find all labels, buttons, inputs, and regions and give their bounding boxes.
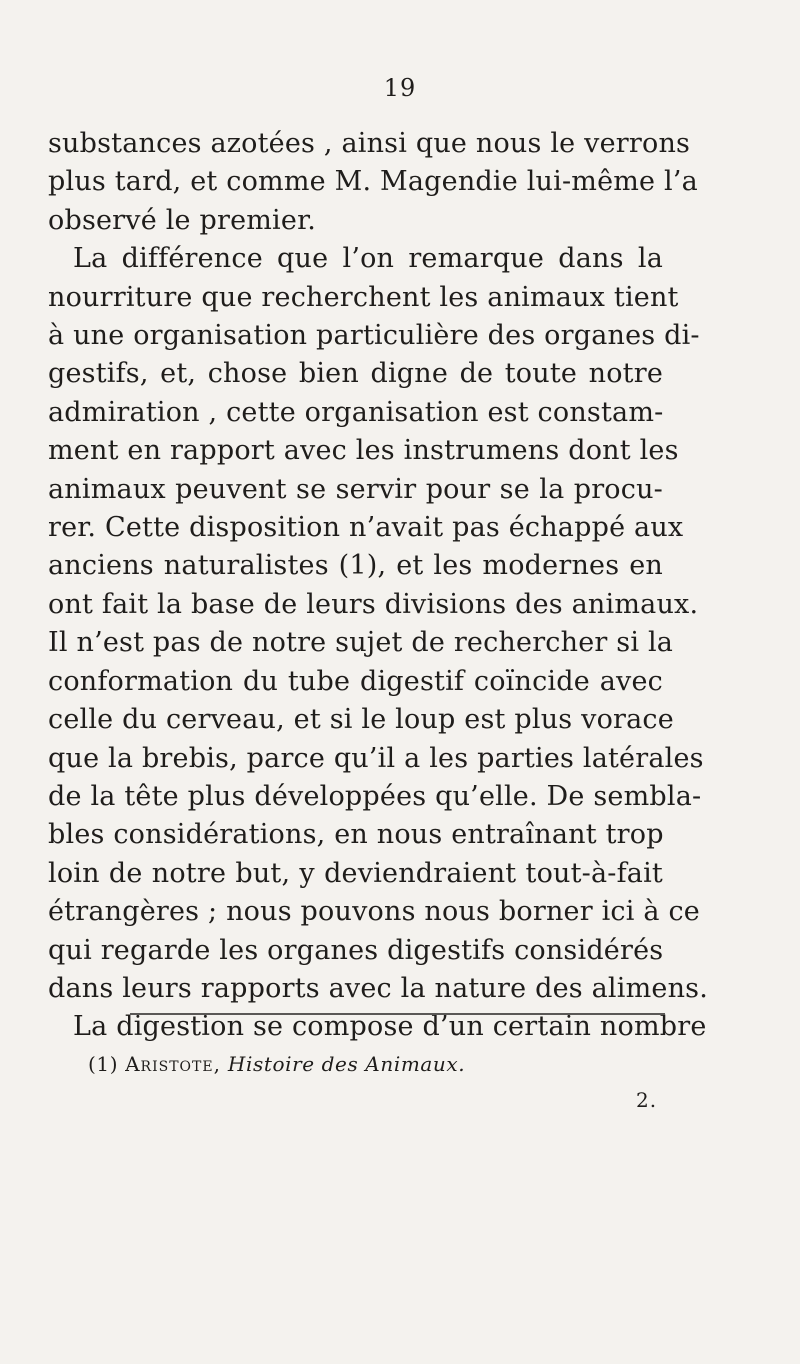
footnote (88, 1052, 465, 1076)
text-line: animaux peuvent se servir pour se la procu- (48, 473, 663, 505)
text-line: substances azotées , ainsi que nous le verrons (48, 128, 691, 159)
text-line: loin de notre but, y deviendraient tout-à-fait (48, 857, 663, 889)
text-line: Il n’est pas de notre sujet de rechercher si la (48, 627, 674, 659)
page-number: 19 (383, 74, 417, 102)
text-line: de la tête plus développées qu’elle. De sembla- (48, 780, 702, 812)
text-line: étrangères ; nous pouvons nous borner ici à ce (48, 896, 700, 928)
footnote-divider (130, 1013, 665, 1015)
text-line: ont fait la base de leurs divisions des animaux. (48, 588, 699, 620)
text-line: dans leurs rapports avec la nature des alimens. (48, 972, 708, 1004)
text-line: celle du cerveau, et si le loup est plus vorace (48, 704, 674, 736)
text-line: gestifs, et, chose bien digne de toute notre (48, 358, 663, 390)
text-line: La différence que l’on remarque dans la (73, 243, 663, 275)
text-line: observé le premier. (48, 204, 316, 236)
text-line: qui regarde les organes digestifs considérés (48, 934, 664, 966)
text-line: La digestion se compose d’un certain nombre (73, 1011, 707, 1043)
text-line: rer. Cette disposition n’avait pas échappé aux (48, 512, 684, 544)
text-line: plus tard, et comme M. Magendie lui-même l’a (48, 166, 698, 198)
footnote-author: Aristote, (125, 1052, 221, 1076)
footnote-marker: (1) (88, 1052, 119, 1076)
signature-mark: 2. (636, 1088, 658, 1112)
text-line: conformation du tube digestif coïncide avec (48, 665, 663, 697)
text-line: bles considérations, en nous entraînant trop (48, 819, 664, 851)
footnote-title: Histoire des Animaux. (227, 1052, 466, 1076)
text-line: ment en rapport avec les instrumens dont les (48, 435, 679, 467)
text-line: admiration , cette organisation est constam- (48, 396, 664, 428)
body-text (48, 125, 708, 1047)
text-line: que la brebis, parce qu’il a les parties latérales (48, 742, 704, 774)
text-line: anciens naturalistes (1), et les modernes en (48, 550, 663, 582)
text-line: à une organisation particulière des organes di- (48, 320, 700, 352)
text-line: nourriture que recherchent les animaux tient (48, 281, 679, 313)
